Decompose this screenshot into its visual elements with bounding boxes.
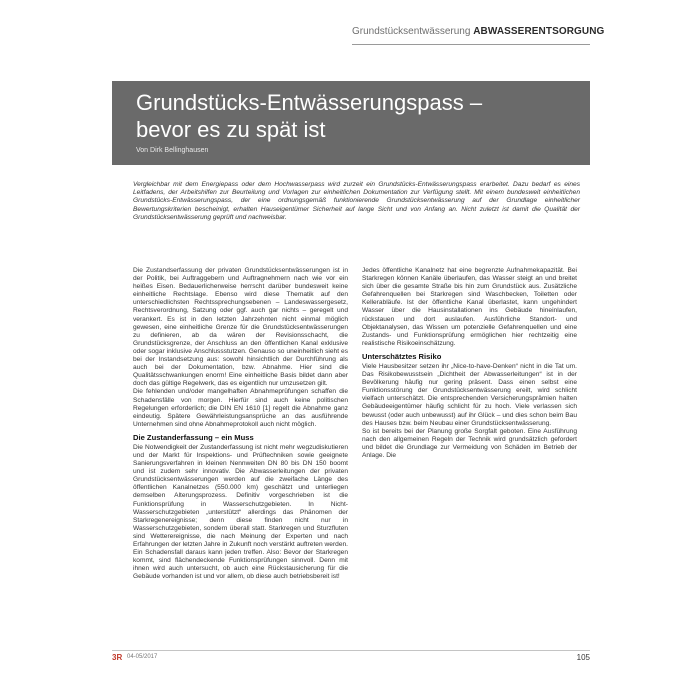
title-line-2: bevor es zu spät ist <box>136 117 326 142</box>
section-heading-2: Unterschätztes Risiko <box>362 351 442 361</box>
page-number: 105 <box>576 653 590 662</box>
col2-paragraph-3: So ist bereits bei der Planung große Sorgfalt geboten. Eine Ausführung nach den allgemeinen Regeln der Technik wird grundsätzlich gefordert und bildet die Grundlage zur Vermeidung von Schäden im Betrieb der Anlage. Die <box>362 427 577 459</box>
col2-paragraph-2: Viele Hausbesitzer setzen ihr „Nice-to-have-Denken“ nicht in die Tat um. Das Risikobewusstsein „Dichtheit der Abwasserleitungen“ ist in der Bevölkerung häufig nur gering präsent. Dass einen selbst eine Funktionsstörung der Grundstücksentwässerung ereilt, wird schlicht vielfach unterschätzt. Die entsprechenden Versicherungsprämien halten Gebäudeeigentümer häufig schlicht für zu hoch. Viele verlassen sich bewusst (oder auch unbewusst) auf ihr Glück – und dies schon beim Bau des Hauses bzw. beim Neubau einer Grundstücksentwässerung. <box>362 362 577 427</box>
issue-number: 04-05/2017 <box>127 654 158 660</box>
column-left <box>133 267 348 581</box>
article-title <box>136 89 482 143</box>
article-lead: Vergleichbar mit dem Energiepass oder dem Hochwasserpass wird zurzeit ein Grundstücks-Entwässerungspass erarbeitet. Dazu bedarf es eines Leitfadens, der Arbeitshilfen zur Beurteilung und Vorlagen zur einheitlichen Dokumentation zur Verfügung stellt. Mit einem bundesweit einheitlichen Grundstücks-Entwässerungspass, der eine ordnungsgemäß funktionierende Grundstücksentwässerung auf der Grundlage einheitlicher Bewertungskriterien bescheinigt, erhalten Hauseigentümer Sicherheit auf lange Sicht und von Anfang an. Nicht zuletzt ist damit die Qualität der Grundstücksentwässerung geprüft und nachweisbar. <box>133 181 580 221</box>
article-author: Von Dirk Bellinghausen <box>136 147 209 154</box>
running-header <box>352 26 605 45</box>
col1-paragraph-3: Die Notwendigkeit der Zustanderfassung ist nicht mehr wegzudiskutieren und der Markt für Inspektions- und Prüftechniken sowie geeignete Sanierungsverfahren in kleinen Nennweiten DN 80 bis DN 150 boomt und ist zudem sehr innovativ. Die Abwasserleitungen der privaten Grundstücksentwässerungen werden auf die zweifache Länge des öffentlichen Kanalnetzes (550.000 km) geschätzt und unterliegen demselben Alterungsprozess. Definitiv vorgeschrieben ist die Funktionsprüfung in Wasserschutzgebieten. In Nicht-Wasserschutzgebieten „unterstützt“ allerdings das Phänomen der Starkregenereignisse; denn diese finden nicht nur in Wasserschutzgebieten, sondern überall statt. Starkregen und Sturzfluten sind Wetterereignisse, die nach Meinung der Experten und nach Erfahrungen der letzten Jahre in Zukunft noch verstärkt auftreten werden. Ein Schadensfall daraus kann jeden treffen. Also: Bevor der Starkregen kommt, sind flächendeckende Funktionsprüfungen sinnvoll. Denn mit ihnen wird auch untersucht, ob auch eine Rückstausicherung für die Gebäude vorhanden ist und vor allem, ob diese auch betriebsbereit ist! <box>133 443 348 581</box>
title-line-1: Grundstücks-Entwässerungspass – <box>136 90 483 115</box>
section-heading-1: Die Zustanderfassung – ein Muss <box>133 432 254 442</box>
col1-paragraph-1: Die Zustandserfassung der privaten Grundstücksentwässerungen ist in der Politik, bei Auftraggebern und Auftragnehmern nach wie vor ein heißes Eisen. Bedauerlicherweise herrscht darüber bundesweit keine einheitliche Rechtslage. Ebenso wird diese Thematik auf den unterschiedlichsten Rechtssprechungsebenen – Landeswassergesetz, Rechtsverordnung, Satzung oder ggf. auch gar nichts – geregelt und verankert. Es ist in den letzten Jahrzehnten nicht einmal möglich gewesen, eine einheitliche Grenze für die Grundstücksentwässerungen zu definieren, ab da wären der Revisionsschacht, die Grundstücksgrenze, der Anschluss an den öffentlichen Kanal exklusive oder sogar inklusive Anschlussstutzen. Genauso so uneinheitlich sieht es bei der Instandsetzung aus: sowohl hinsichtlich der Durchführung als auch bei der Dokumentation, bzw. Abnahme. Hier sind die Qualitätsschwankungen enorm! Eine einheitliche Basis bildet dann aber doch das gültige Regelwerk, das es eigentlich nur umzusetzen gilt. <box>133 267 348 388</box>
header-topic: ABWASSERENTSORGUNG <box>473 26 605 37</box>
journal-logo: 3R <box>112 653 123 662</box>
header-section: Grundstücksentwässerung <box>352 26 471 37</box>
page-footer <box>112 650 590 663</box>
column-right <box>362 267 577 460</box>
title-banner <box>112 81 590 165</box>
col2-paragraph-1: Jedes öffentliche Kanalnetz hat eine begrenzte Aufnahmekapazität. Bei Starkregen können Kanäle überlaufen, das Wasser steigt an und breitet sich über die gesamte Straße bis hin zum Grundstück aus. Zusätzliche Gefahrenquellen bei Starkregen sind Waschbecken, Toiletten oder Kellerabläufe. Ist der öffentliche Kanal überlastet, kann ungehindert Wasser über die Hausinstallationen ins Gebäude hineinlaufen, rückstauen und dort auslaufen. Ausführliche Standort- und Objektanalysen, das Wissen um potenzielle Gefahrenquellen und eine Zustands- und Funktionsprüfung ermöglichen hier rechtzeitig eine realistische Risikoeinschätzung. <box>362 267 577 347</box>
col1-paragraph-2: Die fehlenden und/oder mangelhaften Abnahmeprüfungen schaffen die Schadensfälle von morgen. Hierfür sind auch keine politischen Regelungen erforderlich; die DIN EN 1610 [1] regelt die Abnahme ganz eindeutig. Spätere Gewährleistungsansprüche an das ausführende Unternehmen sind ohne Abnahmeprotokoll auch nicht möglich. <box>133 388 348 428</box>
